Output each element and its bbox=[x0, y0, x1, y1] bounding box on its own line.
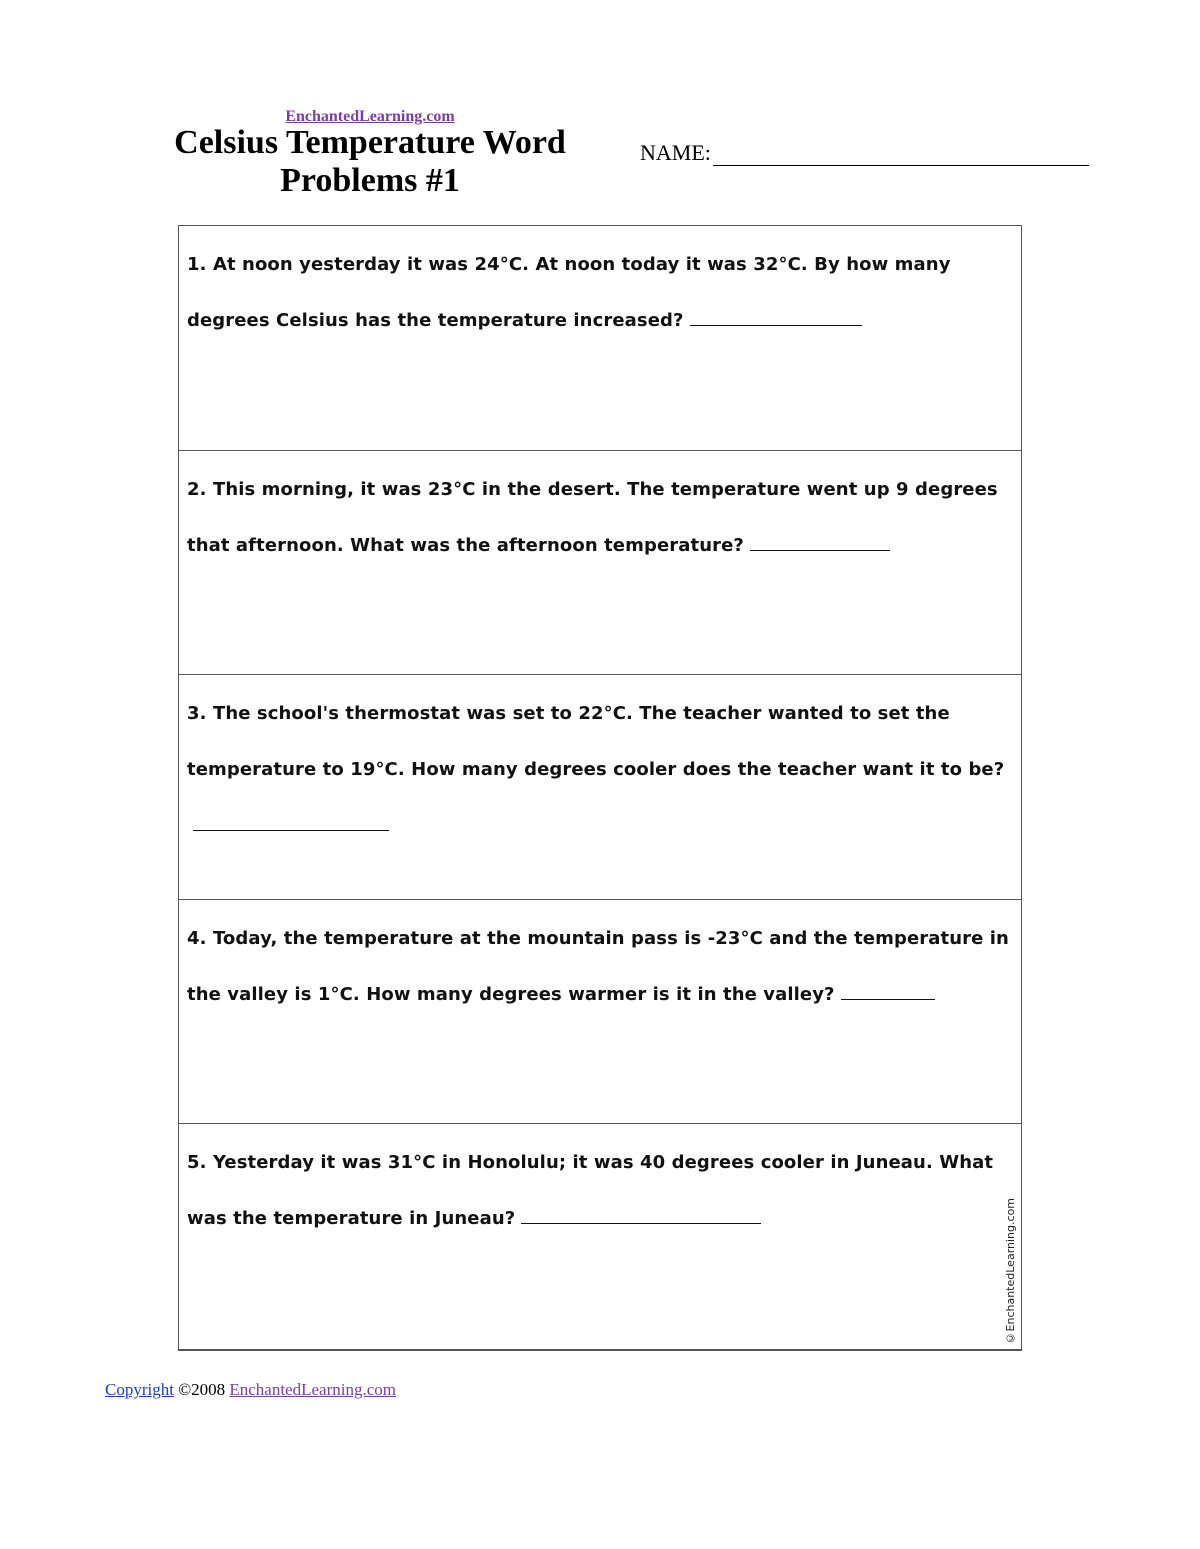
site-link-footer[interactable]: EnchantedLearning.com bbox=[229, 1380, 396, 1399]
answer-blank[interactable] bbox=[193, 812, 389, 831]
problem-4 bbox=[179, 900, 1021, 1124]
answer-blank[interactable] bbox=[750, 532, 890, 551]
name-field[interactable] bbox=[640, 140, 1089, 166]
title-line-2: Problems #1 bbox=[280, 162, 460, 199]
answer-blank[interactable] bbox=[841, 981, 935, 1000]
copyright-link[interactable]: Copyright bbox=[105, 1380, 174, 1399]
name-blank-line[interactable] bbox=[713, 145, 1089, 166]
problem-text: 3. The school's thermostat was set to 22°C. The teacher wanted to set the temperature to 19°C. How many degrees cooler does the teacher want it to be? bbox=[187, 686, 1011, 854]
problem-2 bbox=[179, 451, 1021, 675]
site-link-header[interactable]: EnchantedLearning.com bbox=[285, 108, 455, 125]
problem-1 bbox=[179, 226, 1021, 451]
problem-text: 2. This morning, it was 23°C in the desert. The temperature went up 9 degrees that afternoon. What was the afternoon temperature? bbox=[187, 479, 998, 556]
footer bbox=[105, 1380, 396, 1400]
answer-blank[interactable] bbox=[521, 1205, 761, 1224]
problem-3 bbox=[179, 675, 1021, 900]
problems-box bbox=[178, 225, 1022, 1351]
name-label: NAME: bbox=[640, 140, 711, 165]
side-credit: ©EnchantedLearning.com bbox=[1004, 1197, 1017, 1344]
problem-text: 5. Yesterday it was 31°C in Honolulu; it was 40 degrees cooler in Juneau. What was the temperature in Juneau? bbox=[187, 1152, 994, 1229]
copyright-text: ©2008 bbox=[173, 1380, 230, 1399]
title-line-1: Celsius Temperature Word bbox=[174, 124, 566, 161]
answer-blank[interactable] bbox=[690, 307, 862, 326]
problem-text: 4. Today, the temperature at the mountain pass is -23°C and the temperature in the valley is 1°C. How many degrees warmer is it in the valley? bbox=[187, 928, 1009, 1005]
page-title bbox=[110, 124, 630, 200]
problem-5 bbox=[179, 1124, 1021, 1350]
problem-text: 1. At noon yesterday it was 24°C. At noon today it was 32°C. By how many degrees Celsius has the temperature increased? bbox=[187, 254, 951, 331]
